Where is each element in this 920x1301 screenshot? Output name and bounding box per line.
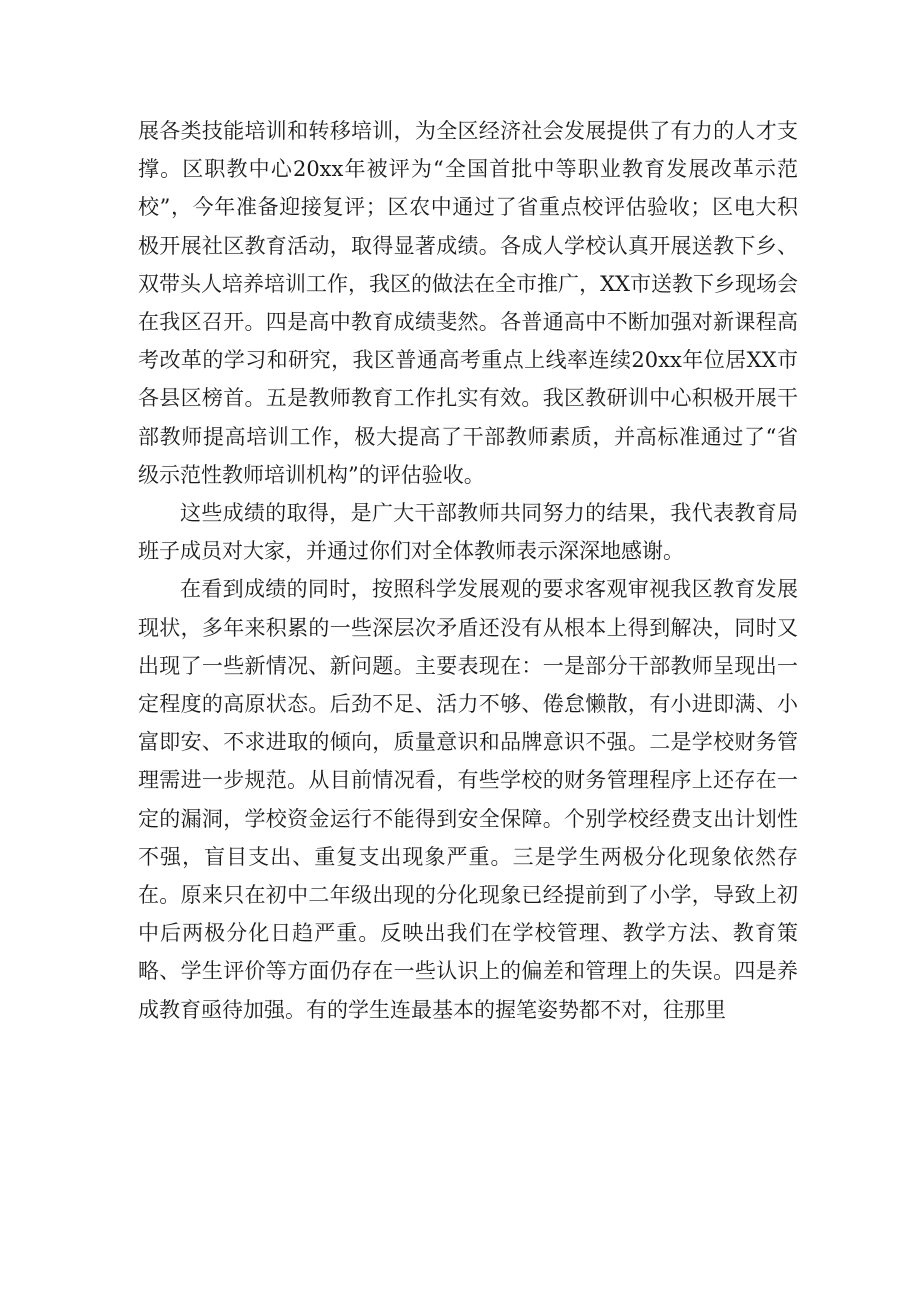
paragraph-problems: 在看到成绩的同时，按照科学发展观的要求客观审视我区教育发展现状，多年来积累的一些深层次矛盾还没有从根本上得到解决，同时又出现了一些新情况、新问题。主要表现在：一是部分干部教师呈现出一定程度的高原状态。后劲不足、活力不够、倦怠懒散，有小进即满、小富即安、不求进取的倾向，质量意识和品牌意识不强。二是学校财务管理需进一步规范。从目前情况看，有些学校的财务管理程序上还存在一定的漏洞，学校资金运行不能得到安全保障。个别学校经费支出计划性不强，盲目支出、重复支出现象严重。三是学生两极分化现象依然存在。原来只在初中二年级出现的分化现象已经提前到了小学，导致上初中后两极分化日趋严重。反映出我们在学校管理、教学方法、教育策略、学生评价等方面仍存在一些认识上的偏差和管理上的失误。四是养成教育亟待加强。有的学生连最基本的握笔姿势都不对，往那里 bbox=[138, 577, 798, 1022]
document-body bbox=[138, 112, 798, 1029]
paragraph-continued: 展各类技能培训和转移培训，为全区经济社会发展提供了有力的人才支撑。区职教中心20xx年被评为“全国首批中等职业教育发展改革示范校”，今年准备迎接复评；区农中通过了省重点校评估验收；区电大积极开展社区教育活动，取得显著成绩。各成人学校认真开展送教下乡、双带头人培养培训工作，我区的做法在全市推广，XX市送教下乡现场会在我区召开。四是高中教育成绩斐然。各普通高中不断加强对新课程高考改革的学习和研究，我区普通高考重点上线率连续20xx年位居XX市各县区榜首。五是教师教育工作扎实有效。我区教研训中心积极开展干部教师提高培训工作，极大提高了干部教师素质，并高标准通过了“省级示范性教师培训机构”的评估验收。 bbox=[138, 119, 798, 487]
paragraph-thanks: 这些成绩的取得，是广大干部教师共同努力的结果，我代表教育局班子成员对大家，并通过你们对全体教师表示深深地感谢。 bbox=[138, 501, 798, 564]
